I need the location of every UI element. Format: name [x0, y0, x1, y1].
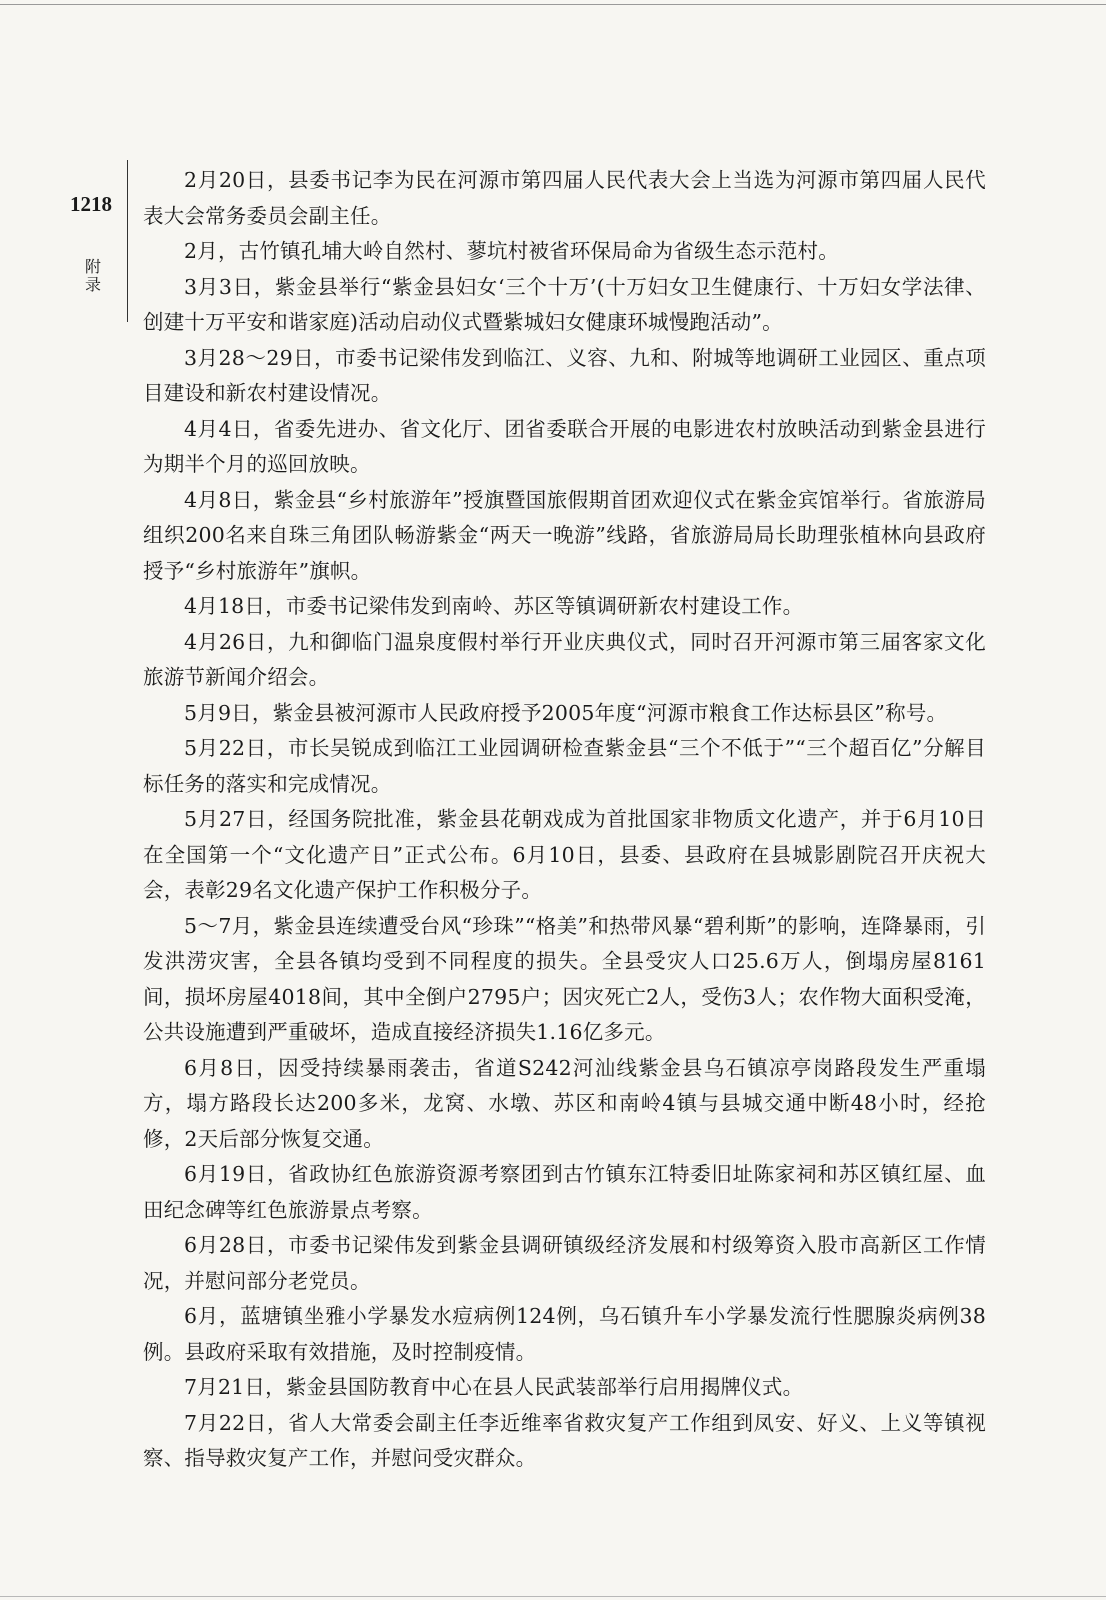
entry-paragraph: 2月20日，县委书记李为民在河源市第四届人民代表大会上当选为河源市第四届人民代表大会常务委员会副主任。 [143, 168, 986, 228]
chronicle-body [143, 163, 986, 1477]
entry-paragraph: 4月8日，紫金县“乡村旅游年”授旗暨国旅假期首团欢迎仪式在紫金宾馆举行。省旅游局组织200名来自珠三角团队畅游紫金“两天一晚游”线路，省旅游局局长助理张植林向县政府授予“乡村旅游年”旗帜。 [143, 487, 986, 583]
entry-paragraph: 5月9日，紫金县被河源市人民政府授予2005年度“河源市粮食工作达标县区”称号。 [184, 700, 948, 725]
entry-paragraph: 7月21日，紫金县国防教育中心在县人民武装部举行启用揭牌仪式。 [184, 1375, 804, 1399]
entry-paragraph: 4月4日，省委先进办、省文化厅、团省委联合开展的电影进农村放映活动到紫金县进行为期半个月的巡回放映。 [143, 416, 986, 476]
entry-paragraph: 6月19日，省政协红色旅游资源考察团到古竹镇东江特委旧址陈家祠和苏区镇红屋、血田纪念碑等红色旅游景点考察。 [143, 1162, 986, 1222]
entry-paragraph: 4月18日，市委书记梁伟发到南岭、苏区等镇调研新农村建设工作。 [184, 594, 804, 618]
entry-paragraph: 4月26日，九和御临门温泉度假村举行开业庆典仪式，同时召开河源市第三届客家文化旅游节新闻介绍会。 [143, 629, 986, 689]
section-label: 附录 [84, 257, 101, 294]
margin-rule [127, 160, 128, 322]
scan-edge-bottom [0, 1596, 1106, 1597]
entry-paragraph: 5月22日，市长吴锐成到临江工业园调研检查紫金县“三个不低于”“三个超百亿”分解目标任务的落实和完成情况。 [143, 736, 986, 796]
entry-paragraph: 2月，古竹镇孔埔大岭自然村、蓼坑村被省环保局命为省级生态示范村。 [184, 239, 839, 263]
scan-edge-top [0, 4, 1106, 5]
entry-paragraph: 5～7月，紫金县连续遭受台风“珍珠”“格美”和热带风暴“碧利斯”的影响，连降暴雨，引发洪涝灾害，全县各镇均受到不同程度的损失。全县受灾人口25.6万人，倒塌房屋8161间，损坏房屋4018间，其中全倒户2795户；因灾死亡2人，受伤3人；农作物大面积受淹，公共设施遭到严重破坏，造成直接经济损失1.16亿多元。 [143, 913, 986, 1044]
entry-paragraph: 6月8日，因受持续暴雨袭击，省道S242河汕线紫金县乌石镇凉亭岗路段发生严重塌方，塌方路段长达200多米，龙窝、水墩、苏区和南岭4镇与县城交通中断48小时，经抢修，2天后部分恢复交通。 [143, 1055, 986, 1151]
page-number: 1218 [70, 192, 112, 216]
entry-paragraph: 7月22日，省人大常委会副主任李近维率省救灾复产工作组到凤安、好义、上义等镇视察、指导救灾复产工作，并慰问受灾群众。 [143, 1410, 986, 1470]
entry-paragraph: 6月，蓝塘镇坐雅小学暴发水痘病例124例，乌石镇升车小学暴发流行性腮腺炎病例38例。县政府采取有效措施，及时控制疫情。 [143, 1304, 986, 1364]
entry-paragraph: 5月27日，经国务院批准，紫金县花朝戏成为首批国家非物质文化遗产，并于6月10日在全国第一个“文化遗产日”正式公布。6月10日，县委、县政府在县城影剧院召开庆祝大会，表彰29名文化遗产保护工作积极分子。 [143, 807, 986, 902]
entry-paragraph: 3月28～29日，市委书记梁伟发到临江、义容、九和、附城等地调研工业园区、重点项目建设和新农村建设情况。 [143, 345, 986, 405]
entry-paragraph: 3月3日，紫金县举行“紫金县妇女‘三个十万’(十万妇女卫生健康行、十万妇女学法律、创建十万平安和谐家庭)活动启动仪式暨紫城妇女健康环城慢跑活动”。 [143, 274, 986, 334]
entry-paragraph: 6月28日，市委书记梁伟发到紫金县调研镇级经济发展和村级筹资入股市高新区工作情况，并慰问部分老党员。 [143, 1233, 986, 1293]
